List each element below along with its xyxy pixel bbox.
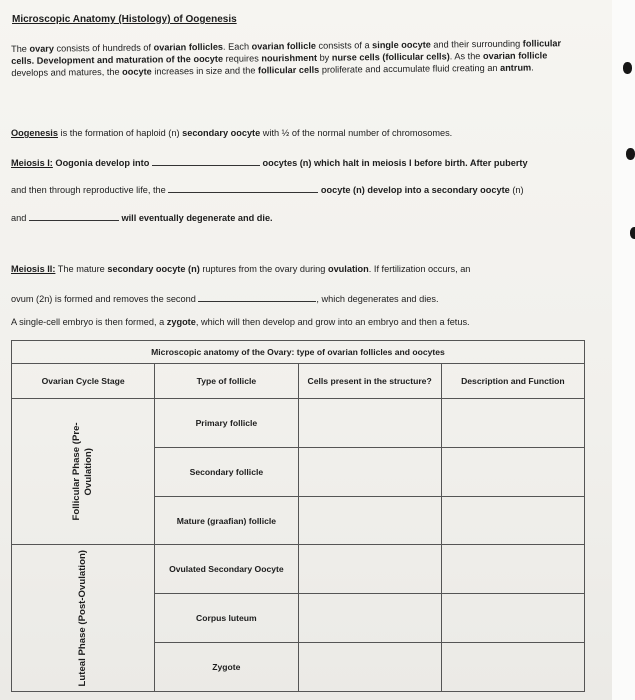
meiosis1-line3: and will eventually degenerate and die.: [11, 213, 273, 223]
header-follicle-type: Type of follicle: [155, 364, 298, 399]
answer-cell[interactable]: [441, 643, 584, 692]
answer-cell[interactable]: [298, 643, 441, 692]
table-row: [12, 399, 585, 448]
intro-paragraph: The ovary consists of hundreds of ovarian follicles. Each ovarian follicle consists of a single oocyte and their surrounding follicular cells. Development and maturation of the oocyte requires nourishment by nurse cells (follicular cells). As the ovarian follicle develops and matures, the oocyte increases in size and the follicular cells proliferate and accumulate fluid creating an antrum.: [11, 38, 562, 78]
answer-cell[interactable]: [298, 496, 441, 545]
answer-cell[interactable]: [441, 545, 584, 594]
page-edge: [612, 0, 635, 700]
follicle-table: [11, 340, 585, 692]
binder-hole: [623, 62, 632, 74]
table-header-row: [12, 364, 585, 399]
table-caption: Microscopic anatomy of the Ovary: type of ovarian follicles and oocytes: [12, 341, 585, 364]
header-description: Description and Function: [441, 364, 584, 399]
meiosis2-line2: ovum (2n) is formed and removes the second , which degenerates and dies.: [11, 294, 439, 304]
header-stage: Ovarian Cycle Stage: [12, 364, 155, 399]
answer-cell[interactable]: [298, 594, 441, 643]
answer-cell[interactable]: [441, 399, 584, 448]
answer-cell[interactable]: [298, 447, 441, 496]
answer-cell[interactable]: [298, 399, 441, 448]
follicle-type-cell: Corpus luteum: [155, 594, 298, 643]
follicle-type-cell: Mature (graafian) follicle: [155, 496, 298, 545]
answer-cell[interactable]: [441, 594, 584, 643]
fill-in-blank[interactable]: [168, 183, 318, 193]
fill-in-blank[interactable]: [198, 292, 316, 302]
fill-in-blank[interactable]: [29, 211, 119, 221]
table-row: [12, 545, 585, 594]
header-cells-present: Cells present in the structure?: [298, 364, 441, 399]
meiosis2-line1: Meiosis II: The mature secondary oocyte (n) ruptures from the ovary during ovulation. If fertilization occurs, an: [11, 264, 471, 274]
meiosis1-line1: Meiosis I: Oogonia develop into oocytes (n) which halt in meiosis I before birth. After puberty: [11, 158, 528, 168]
binder-hole: [626, 148, 635, 160]
follicle-type-cell: Zygote: [155, 643, 298, 692]
answer-cell[interactable]: [441, 447, 584, 496]
meiosis2-line3: A single-cell embryo is then formed, a zygote, which will then develop and grow into an embryo and then a fetus.: [11, 317, 470, 327]
stage-follicular: Follicular Phase (Pre-Ovulation): [12, 399, 155, 545]
binder-hole: [630, 227, 635, 239]
follicle-type-cell: Secondary follicle: [155, 447, 298, 496]
page-title: Microscopic Anatomy (Histology) of Oogenesis: [12, 14, 237, 25]
stage-luteal: Luteal Phase (Post-Ovulation): [12, 545, 155, 692]
answer-cell[interactable]: [441, 496, 584, 545]
oogenesis-definition: Oogenesis is the formation of haploid (n) secondary oocyte with ½ of the normal number of chromosomes.: [11, 128, 453, 138]
answer-cell[interactable]: [298, 545, 441, 594]
fill-in-blank[interactable]: [152, 156, 260, 166]
follicle-type-cell: Ovulated Secondary Oocyte: [155, 545, 298, 594]
follicle-type-cell: Primary follicle: [155, 399, 298, 448]
meiosis1-line2: and then through reproductive life, the oocyte (n) develop into a secondary oocyte (n): [11, 185, 524, 195]
